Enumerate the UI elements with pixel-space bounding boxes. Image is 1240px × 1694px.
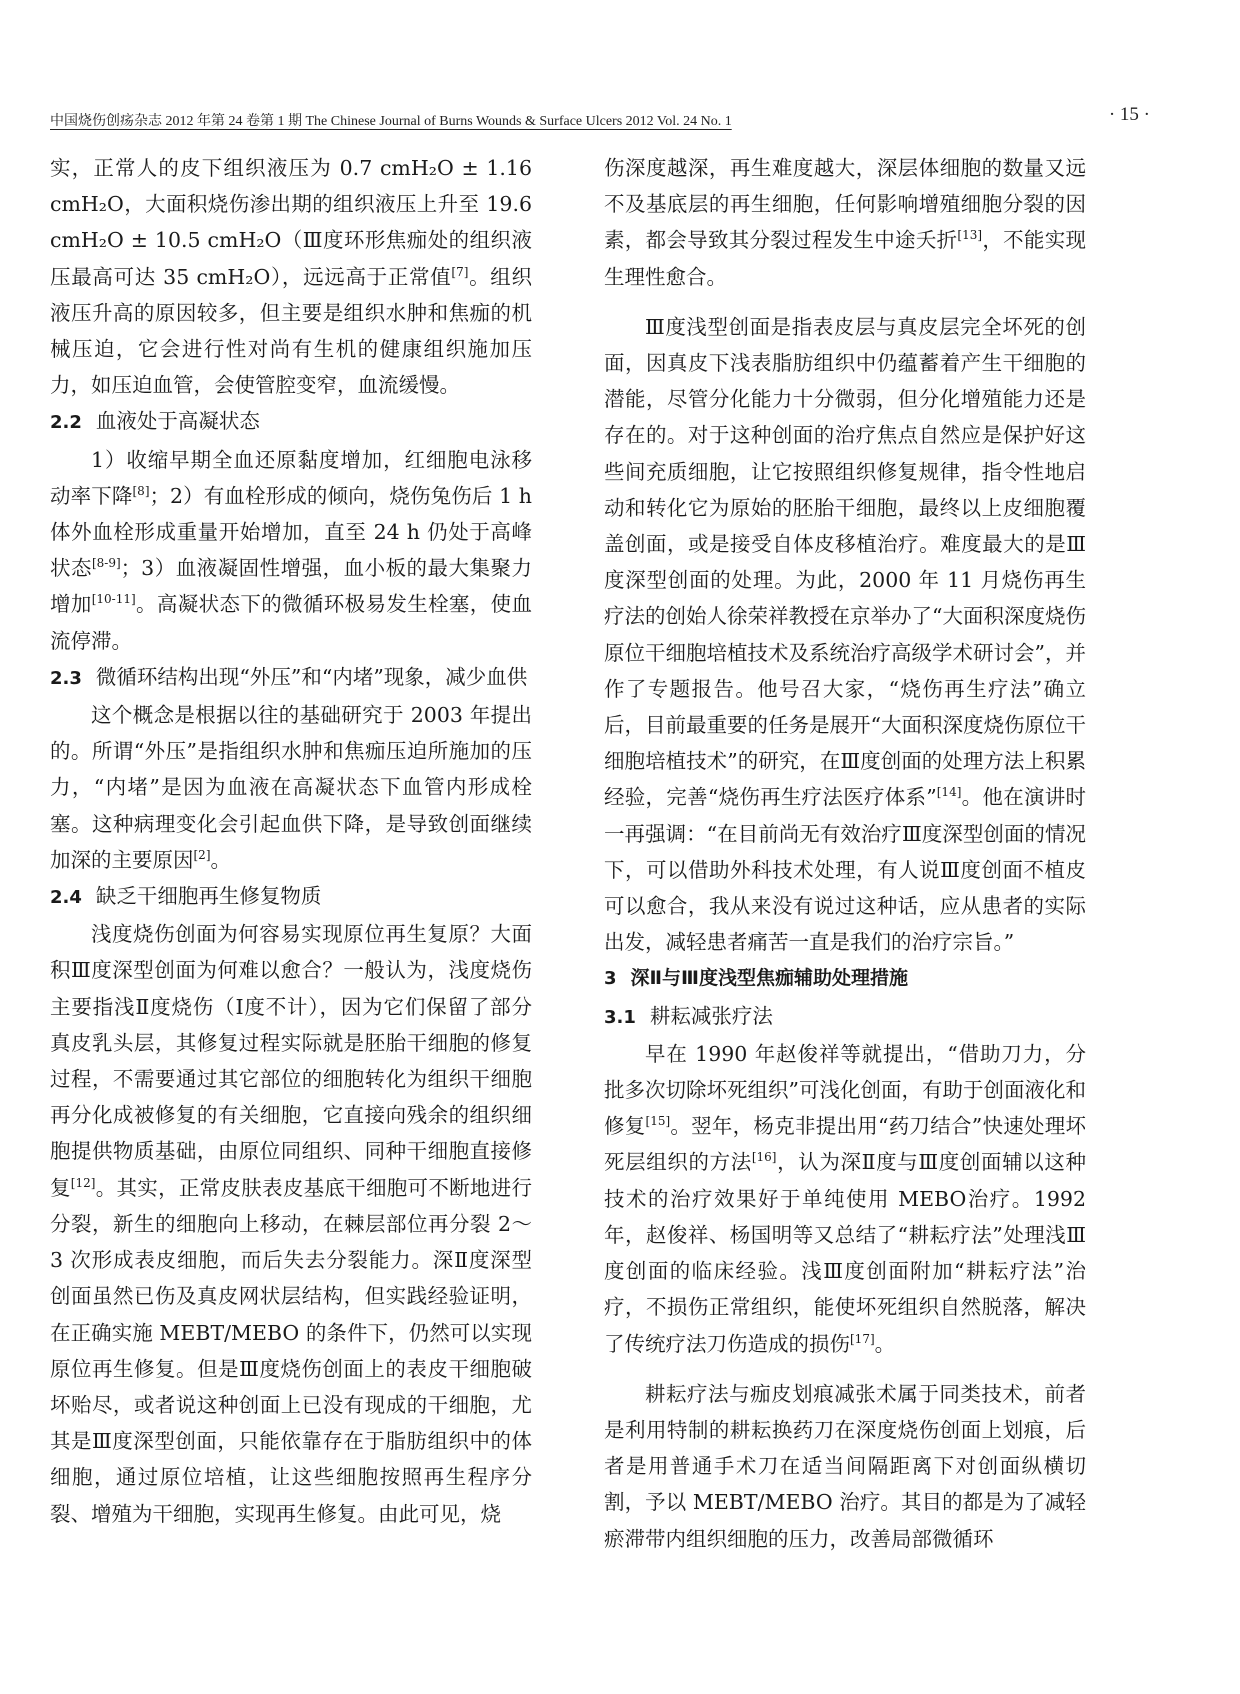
right-column — [604, 150, 1086, 1557]
paragraph: 浅度烧伤创面为何容易实现原位再生复原？大面积Ⅲ度深型创面为何难以愈合？一般认为，浅度烧伤主要指浅Ⅱ度烧伤（Ⅰ度不计），因为它们保留了部分真皮乳头层，其修复过程实际就是胚胎干细胞的修复过程，不需要通过其它部位的细胞转化为组织干细胞再分化成被修复的有关细胞，它直接向残余的组织细胞提供物质基础，由原位同组织、同种干细胞直接修复[12]。其实，正常皮肤表皮基底干细胞可不断地进行分裂，新生的细胞向上移动，在棘层部位再分裂 2～3 次形成表皮细胞，而后失去分裂能力。深Ⅱ度深型创面虽然已伤及真皮网状层结构，但实践经验证明，在正确实施 MEBT/MEBO 的条件下，仍然可以实现原位再生修复。但是Ⅲ度烧伤创面上的表皮干细胞破坏贻尽，或者说这种创面上已没有现成的干细胞，尤其是Ⅲ度深型创面，只能依靠存在于脂肪组织中的体细胞，通过原位培植，让这些细胞按照再生程序分裂、增殖为干细胞，实现再生修复。由此可见，烧 — [50, 922, 533, 1526]
citation[interactable]: [7] — [451, 264, 469, 279]
citation[interactable]: [8] — [132, 484, 150, 498]
paragraph: 伤深度越深，再生难度越大，深层体细胞的数量又远不及基底层的再生细胞，任何影响增殖细胞分裂的因素，都会导致其分裂过程发生中途夭折[13]，不能实现生理性愈合。 — [604, 156, 1087, 289]
citation[interactable]: [17] — [850, 1331, 875, 1346]
citation[interactable]: [14] — [936, 785, 962, 800]
page-number: · 15 · — [1108, 104, 1150, 125]
paragraph: 耕耘疗法与痂皮划痕减张术属于同类技术，前者是利用特制的耕耘换药刀在深度烧伤创面上划痕，后者是用普通手术刀在适当间隔距离下对创面纵横切割，予以 MEBT/MEBO 治疗。其目的都是为了减轻瘀滞带内组织细胞的压力，改善局部微循环 — [604, 1381, 1086, 1551]
citation[interactable]: [15] — [645, 1114, 671, 1129]
citation[interactable]: [10-11] — [91, 592, 136, 607]
citation[interactable]: [16] — [751, 1150, 777, 1165]
section-heading-2-2: 2.2 血液处于高凝状态 — [50, 409, 260, 434]
paragraph: 这个概念是根据以往的基础研究于 2003 年提出的。所谓“外压”是指组织水肿和焦痂压迫所施加的压力，“内堵”是因为血液在高凝状态下血管内形成栓塞。这种病理变化会引起血供下降，是导致创面继续加深的主要原因[2]。 — [50, 703, 532, 872]
paragraph: 早在 1990 年赵俊祥等就提出，“借助刀力，分批多次切除坏死组织”可浅化创面，有助于创面液化和修复[15]。翌年，杨克非提出用“药刀结合”快速处理坏死层组织的方法[16]，认为深Ⅱ度与Ⅲ度创面辅以这种技术的治疗效果好于单纯使用 MEBO治疗。1992 年，赵俊祥、杨国明等又总结了“耕耘疗法”处理浅Ⅲ度创面的临床经验。浅Ⅲ度创面附加“耕耘疗法”治疗，不损伤正常组织，能使坏死组织自然脱落，解决了传统疗法刀伤造成的损伤[17]。 — [604, 1041, 1087, 1356]
citation[interactable]: [8-9] — [91, 556, 121, 571]
section-heading-3: 3 深Ⅱ与Ⅲ度浅型焦痂辅助处理措施 — [604, 967, 909, 990]
citation[interactable]: [12] — [70, 1175, 96, 1190]
paragraph: 实，正常人的皮下组织液压为 0.7 cmH₂O ± 1.16 cmH₂O，大面积烧伤渗出期的组织液压上升至 19.6 cmH₂O ± 10.5 cmH₂O（Ⅲ度环形焦痂处的组织液压最高可达 35 cmH₂O），远远高于正常值[7]。组织液压升高的原因较多，但主要是组织水肿和焦痂的机械压迫，它会进行性对尚有生机的健康组织施加压力，如压迫血管，会使管腔变窄，血流缓慢。 — [50, 156, 532, 398]
journal-citation-line: 中国烧伤创疡杂志 2012 年第 24 卷第 1 期 The Chinese Journal of Burns Wounds & Surface Ulcers 2012 Vol. 24 No. 1 — [50, 114, 732, 129]
paragraph: Ⅲ度浅型创面是指表皮层与真皮层完全坏死的创面，因真皮下浅表脂肪组织中仍蕴蓄着产生干细胞的潜能，尽管分化能力十分微弱，但分化增殖能力还是存在的。对于这种创面的治疗焦点自然应是保护好这些间充质细胞，让它按照组织修复规律，指令性地启动和转化它为原始的胚胎干细胞，最终以上皮细胞覆盖创面，或是接受自体皮移植治疗。难度最大的是Ⅲ度深型创面的处理。为此，2000 年 11 月烧伤再生疗法的创始人徐荣祥教授在京举办了“大面积深度烧伤原位干细胞培植技术及系统治疗高级学术研讨会”，并作了专题报告。他号召大家，“烧伤再生疗法”确立后，目前最重要的任务是展开“大面积深度烧伤原位干细胞培植技术”的研究，在Ⅲ度创面的处理方法上积累经验，完善“烧伤再生疗法医疗体系”[14]。他在演讲时一再强调：“在目前尚无有效治疗Ⅲ度深型创面的情况下，可以借助外科技术处理，有人说Ⅲ度创面不植皮可以愈合，我从来没有说过这种话，应从患者的实际出发，减轻患者痛苦一直是我们的治疗宗旨。” — [604, 314, 1086, 955]
citation[interactable]: [13] — [957, 228, 983, 243]
section-heading-2-4: 2.4 缺乏干细胞再生修复物质 — [50, 884, 322, 909]
section-heading-3-1: 3.1 耕耘减张疗法 — [604, 1003, 773, 1028]
citation[interactable]: [2] — [193, 848, 211, 863]
left-column — [50, 150, 532, 1532]
section-heading-2-3: 2.3 微循环结构出现“外压”和“内堵”现象，减少血供 — [50, 664, 528, 689]
paragraph: 1）收缩早期全血还原黏度增加，红细胞电泳移动率下降[8]；2）有血栓形成的倾向，烧伤兔伤后 1 h 体外血栓形成重量开始增加，直至 24 h 仍处于高峰状态[8-9]；3）血液凝固性增强，血小板的最大集聚力增加[10-11]。高凝状态下的微循环极易发生栓塞，使血流停滞。 — [50, 447, 533, 653]
running-header — [50, 104, 1150, 134]
